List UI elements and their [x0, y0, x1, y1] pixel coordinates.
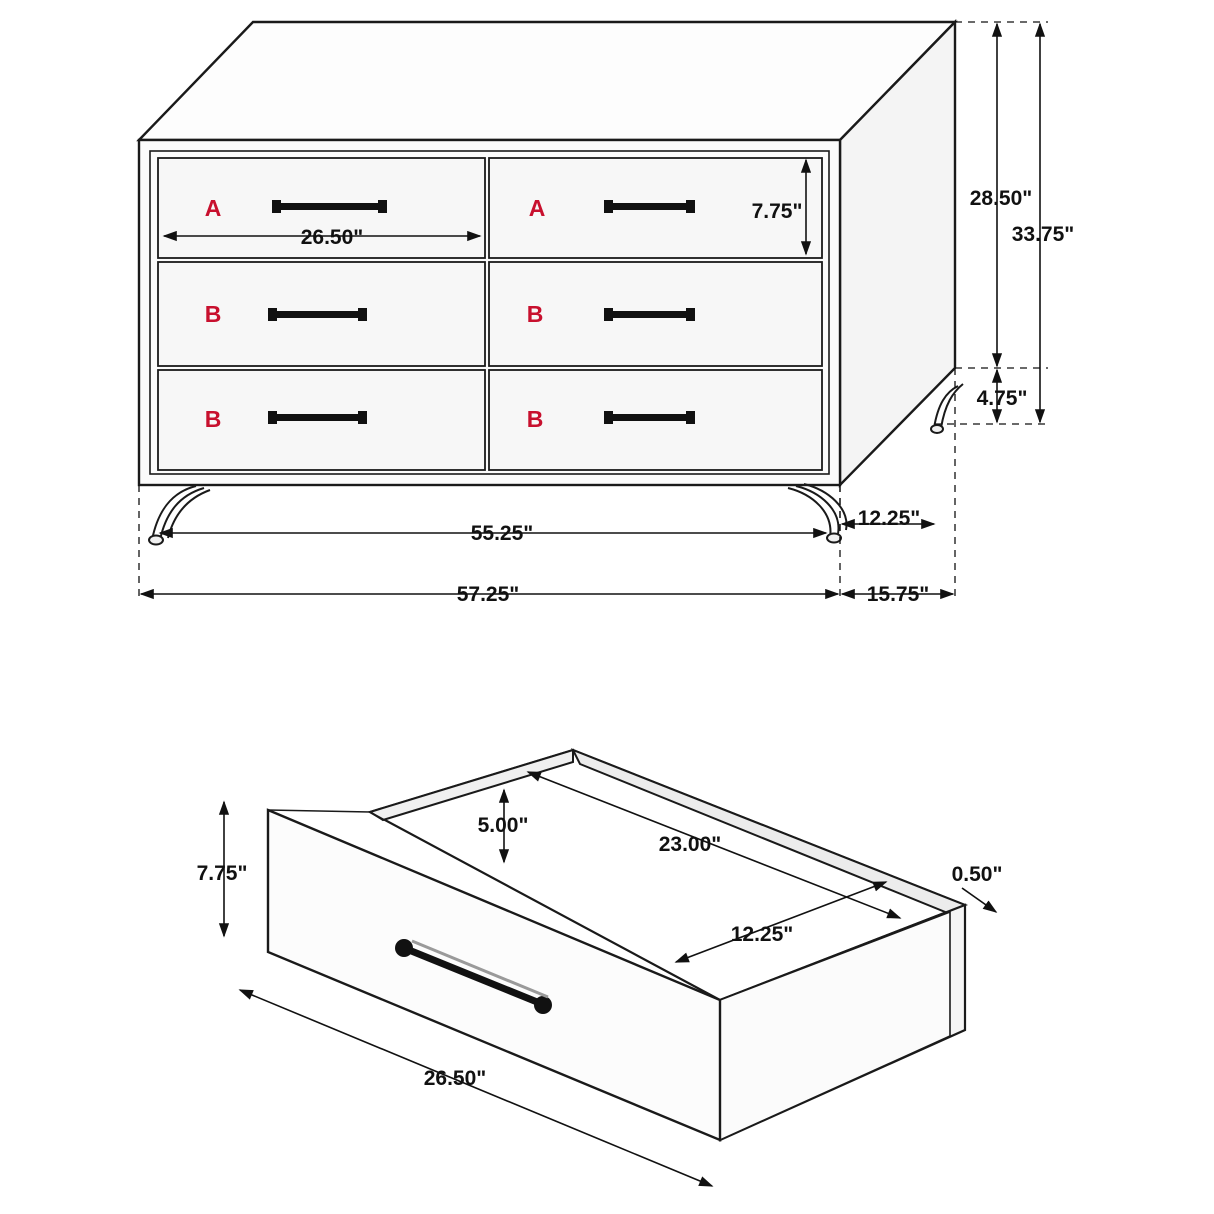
dresser-top-surface	[139, 22, 955, 140]
dim-drawer-face-height: 7.75"	[751, 200, 803, 223]
dim-drawer-face-width: 26.50"	[300, 226, 364, 249]
dim-drawer-panel-thickness: 0.50"	[951, 863, 1003, 886]
dim-drawer-front-height: 7.75"	[196, 862, 248, 885]
dim-leg-height: 4.75"	[976, 387, 1028, 410]
drawer-label-a-left: A	[204, 195, 222, 221]
dim-drawer-interior-height: 5.00"	[477, 814, 529, 837]
drawer-label-b-mid-right: B	[526, 301, 544, 327]
dresser-figure	[139, 22, 1074, 606]
dim-cabinet-depth: 12.25"	[857, 507, 921, 530]
drawer-figure	[197, 750, 1003, 1186]
drawer-label-b-bottom-right: B	[526, 406, 544, 432]
dim-overall-height: 33.75"	[1011, 223, 1075, 246]
dim-drawer-interior-length: 23.00"	[658, 833, 722, 856]
dim-overall-width: 57.25"	[456, 583, 520, 606]
dim-cabinet-width: 55.25"	[470, 522, 534, 545]
drawer-label-b-mid-left: B	[204, 301, 222, 327]
drawer-label-a-right: A	[528, 195, 546, 221]
dim-overall-depth: 15.75"	[866, 583, 930, 606]
dim-drawer-front-width: 26.50"	[423, 1067, 487, 1090]
drawer-label-b-bottom-left: B	[204, 406, 222, 432]
dim-cabinet-height: 28.50"	[969, 187, 1033, 210]
dim-drawer-interior-depth: 12.25"	[730, 923, 794, 946]
